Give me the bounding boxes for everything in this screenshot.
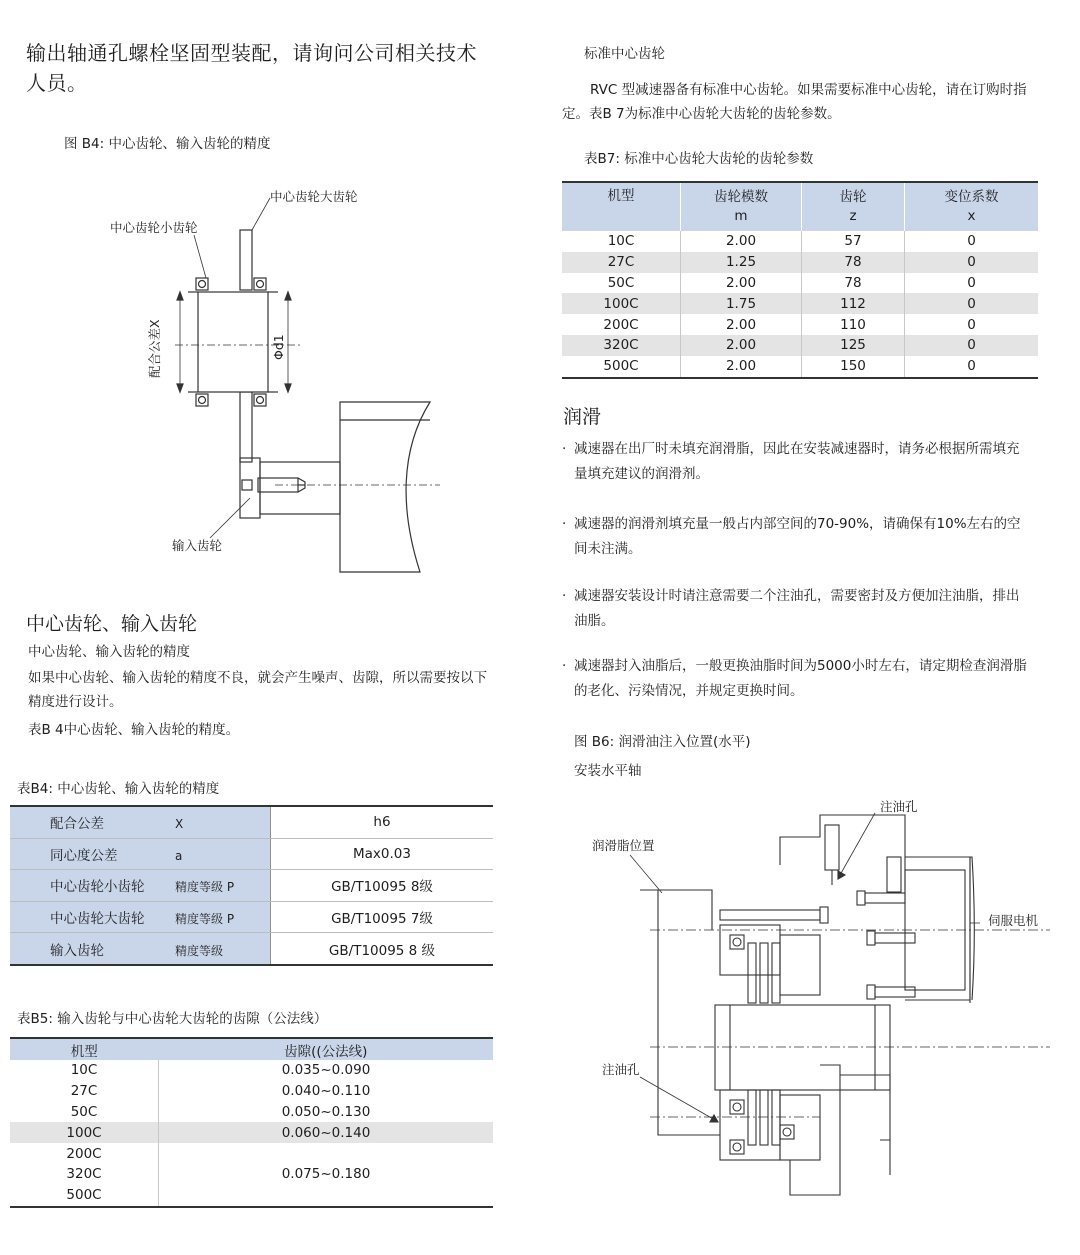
- table-row: 500C 2.00 150 0: [562, 356, 1038, 378]
- table-b4-value: h6: [271, 806, 494, 838]
- label-phi-d1: Φd1: [271, 334, 286, 360]
- table-b7-header: 齿轮 z: [802, 182, 905, 231]
- table-b5-model: 100C: [10, 1122, 159, 1143]
- table-b5-model: 50C: [10, 1102, 159, 1123]
- table-b4-item: 中心齿轮大齿轮: [50, 911, 145, 928]
- table-b4-item: 输入齿轮: [50, 942, 104, 959]
- table-row: [10, 933, 493, 965]
- table-b4-sub: 精度等级: [175, 943, 224, 958]
- figure-b4-drawing: [100, 180, 460, 580]
- label-small-gear: 中心齿轮小齿轮: [110, 220, 198, 235]
- table-row: 200C 2.00 110 0: [562, 314, 1038, 335]
- table-row: [10, 838, 493, 870]
- table-b4-item: 同心度公差: [50, 847, 118, 864]
- lubrication-heading: 润滑: [563, 406, 602, 428]
- std-gear-title: 标准中心齿轮: [584, 46, 665, 62]
- table-row: [10, 1102, 493, 1123]
- table-b7-caption: 表B7: 标准中心齿轮大齿轮的齿轮参数: [584, 151, 814, 167]
- label-input-gear: 输入齿轮: [172, 538, 223, 553]
- table-b5-header-backlash: 齿隙((公法线): [159, 1038, 494, 1060]
- section-gear-para2: 表B 4中心齿轮、输入齿轮的精度。: [28, 722, 240, 738]
- table-row: 320C 2.00 125 0: [562, 335, 1038, 356]
- section-gear-para1: 如果中心齿轮、输入齿轮的精度不良，就会产生噪声、齿隙，所以需要按以下精度进行设计。: [28, 670, 487, 710]
- lubrication-bullet: · 减速器封入油脂后，一般更换油脂时间为5000小时左右，请定期检查润滑脂的老化、污染情况，并规定更换时间。: [562, 658, 1027, 699]
- table-b7: [562, 181, 1038, 379]
- table-b4-sub: 精度等级 P: [175, 912, 235, 927]
- table-b4: [10, 805, 493, 966]
- figure-b6-caption: 图 B6: 润滑油注入位置(水平): [574, 734, 751, 750]
- lubrication-bullet: · 减速器的润滑剂填充量一般占内部空间的70-90%，请确保有10%左右的空间未注满。: [562, 516, 1021, 557]
- table-b7-header: 变位系数 x: [905, 182, 1039, 231]
- figure-b6-drawing: [580, 795, 1070, 1205]
- table-b4-caption: 表B4: 中心齿轮、输入齿轮的精度: [17, 781, 220, 797]
- table-row: [10, 806, 493, 838]
- table-row: [10, 1143, 493, 1164]
- label-oil-hole-top: 注油孔: [880, 799, 918, 814]
- section-subheading-gear: 中心齿轮、输入齿轮的精度: [28, 644, 190, 660]
- table-row: [10, 1060, 493, 1081]
- table-b5-value: 0.060~0.140: [159, 1122, 494, 1143]
- table-row: [10, 901, 493, 933]
- table-row: [10, 1081, 493, 1102]
- table-b4-value: GB/T10095 7级: [271, 901, 494, 933]
- table-b5-model: 500C: [10, 1185, 159, 1207]
- label-fit-tolerance: 配合公差X: [147, 319, 162, 378]
- table-b4-value: GB/T10095 8级: [271, 870, 494, 902]
- table-b4-sub: a: [175, 848, 183, 863]
- table-row: [10, 1122, 493, 1143]
- table-row: [10, 870, 493, 902]
- label-servo-motor: 伺服电机: [988, 913, 1039, 928]
- section-heading-gear: 中心齿轮、输入齿轮: [26, 613, 198, 635]
- std-gear-para: RVC 型减速器备有标准中心齿轮。如果需要标准中心齿轮，请在订购时指定。表B 7为标准中心齿轮大齿轮的齿轮参数。: [562, 82, 1027, 122]
- intro-text: 输出轴通孔螺栓坚固型装配，请询问公司相关技术人员。: [26, 41, 477, 95]
- table-b4-sub: 精度等级 P: [175, 880, 235, 895]
- table-b5-caption: 表B5: 输入齿轮与中心齿轮大齿轮的齿隙（公法线）: [17, 1011, 328, 1027]
- table-b4-item: 中心齿轮小齿轮: [50, 879, 145, 896]
- figure-b6-subcaption: 安装水平轴: [574, 763, 642, 779]
- table-b4-item: 配合公差: [50, 816, 104, 833]
- table-b7-header: 齿轮模数 m: [681, 182, 802, 231]
- table-b5-value: 0.075~0.180: [281, 1166, 371, 1183]
- table-b5-value: 0.050~0.130: [281, 1103, 371, 1120]
- table-b5-value: 0.035~0.090: [281, 1062, 371, 1079]
- table-b7-header: 机型: [562, 182, 681, 231]
- table-b4-value: GB/T10095 8 级: [271, 933, 494, 965]
- table-b5-header-model: 机型: [10, 1038, 159, 1060]
- figure-b4-caption: 图 B4: 中心齿轮、输入齿轮的精度: [64, 136, 271, 152]
- table-row: 10C 2.00 57 0: [562, 231, 1038, 252]
- table-row: 100C 1.75 112 0: [562, 293, 1038, 314]
- table-b5-model: 10C: [10, 1060, 159, 1081]
- lubrication-bullet: · 减速器安装设计时请注意需要二个注油孔，需要密封及方便加注油脂，排出油脂。: [562, 588, 1020, 629]
- table-b4-value: Max0.03: [271, 838, 494, 870]
- table-row: 50C 2.00 78 0: [562, 273, 1038, 294]
- table-b5-model: 320C: [10, 1164, 159, 1185]
- table-b4-sub: X: [175, 817, 184, 832]
- table-b5-model: 200C: [10, 1143, 159, 1164]
- label-grease-position: 润滑脂位置: [592, 838, 655, 853]
- table-b5: [10, 1037, 493, 1208]
- table-row: 27C 1.25 78 0: [562, 252, 1038, 273]
- lubrication-bullet: · 减速器在出厂时未填充润滑脂，因此在安装减速器时，请务必根据所需填充量填充建议的润滑剂。: [562, 441, 1020, 482]
- table-b5-value: 0.040~0.110: [281, 1083, 371, 1100]
- table-b5-model: 27C: [10, 1081, 159, 1102]
- label-big-gear: 中心齿轮大齿轮: [270, 189, 358, 204]
- label-oil-hole-bottom: 注油孔: [602, 1062, 640, 1077]
